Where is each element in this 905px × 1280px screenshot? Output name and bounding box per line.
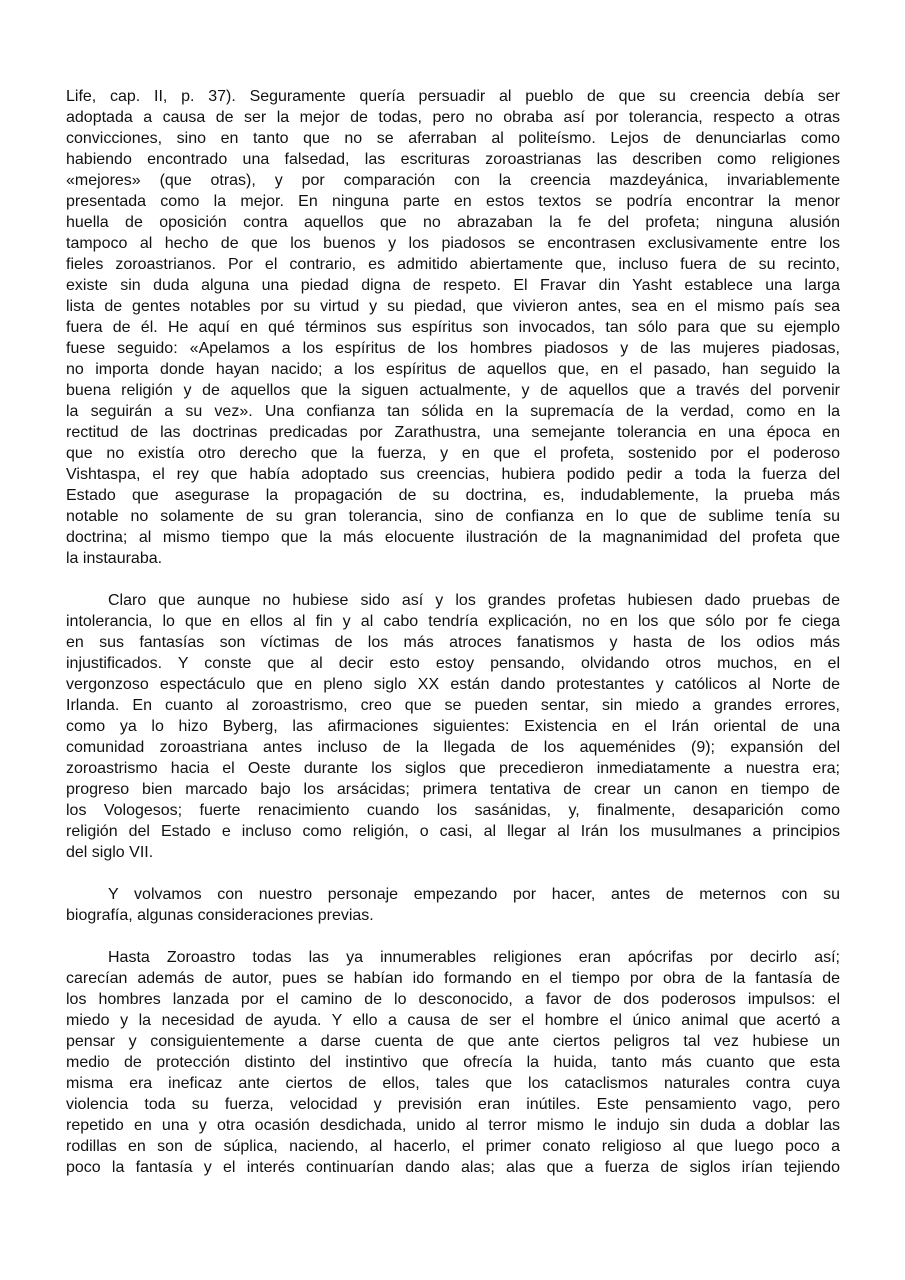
paragraph: [66, 947, 840, 1178]
text-line: en sus fantasías son víctimas de los más atroces fanatismos y hasta de los odios más: [66, 634, 840, 651]
paragraph: [66, 590, 840, 863]
text-line: Vishtaspa, el rey que había adoptado sus creencias, hubiera podido pedir a toda la fuerza del: [66, 466, 840, 483]
text-line: intolerancia, lo que en ellos al fin y al cabo tendría explicación, no en los que sólo por fe ciega: [66, 613, 840, 630]
paragraph: [66, 884, 840, 926]
document-page: [66, 86, 840, 1199]
text-line: miedo y la necesidad de ayuda. Y ello a causa de ser el hombre el único animal que acertó a: [66, 1012, 840, 1029]
text-line: notable no solamente de su gran tolerancia, sino de confianza en lo que de sublime tenía su: [66, 508, 840, 525]
text-line: fuera de él. He aquí en qué términos sus espíritus son invocados, tan sólo para que su ejemplo: [66, 319, 840, 336]
text-line: misma era ineficaz ante ciertos de ellos, tales que los cataclismos naturales contra cuya: [66, 1075, 840, 1092]
text-line: vergonzoso espectáculo que en pleno siglo XX están dando protestantes y católicos al Norte de: [66, 676, 840, 693]
text-line: la instauraba.: [66, 550, 163, 567]
text-line: convicciones, sino en tanto que no se aferraban al politeísmo. Lejos de denunciarlas como: [66, 130, 840, 147]
text-line: presentada como la mejor. En ninguna parte en estos textos se podría encontrar la menor: [66, 193, 840, 210]
text-line: rectitud de las doctrinas predicadas por Zarathustra, una semejante tolerancia en una época en: [66, 424, 840, 441]
text-line: carecían además de autor, pues se habían ido formando en el tiempo por obra de la fantasía de: [66, 970, 840, 987]
text-line: huella de oposición contra aquellos que no abrazaban la fe del profeta; ninguna alusión: [66, 214, 840, 231]
text-line: adoptada a causa de ser la mejor de todas, pero no obraba así por tolerancia, respecto a otras: [66, 109, 840, 126]
text-line: progreso bien marcado bajo los arsácidas; primera tentativa de crear un canon en tiempo de: [66, 781, 840, 798]
text-line: los hombres lanzada por el camino de lo desconocido, a favor de dos poderosos impulsos: el: [66, 991, 840, 1008]
text-line: religión del Estado e incluso como religión, o casi, al llegar al Irán los musulmanes a principios: [66, 823, 840, 840]
text-line: del siglo VII.: [66, 844, 154, 861]
text-line: habiendo encontrado una falsedad, las escrituras zoroastrianas las describen como religiones: [66, 151, 840, 168]
text-line: la seguirán a su vez». Una confianza tan sólida en la supremacía de la verdad, como en la: [66, 403, 840, 420]
text-line: lista de gentes notables por su virtud y su piedad, que vivieron antes, sea en el mismo país sea: [66, 298, 840, 315]
text-line: violencia toda su fuerza, velocidad y previsión eran inútiles. Este pensamiento vago, pero: [66, 1096, 840, 1113]
text-line: fieles zoroastrianos. Por el contrario, es admitido abiertamente que, incluso fuera de su recinto,: [66, 256, 840, 273]
text-line: comunidad zoroastriana antes incluso de la llegada de los aqueménides (9); expansión del: [66, 739, 840, 756]
text-line: existe sin duda alguna una piedad digna de respeto. El Fravar din Yasht establece una larga: [66, 277, 840, 294]
text-line: Life, cap. II, p. 37). Seguramente quería persuadir al pueblo de que su creencia debía ser: [66, 88, 840, 105]
text-line: injustificados. Y conste que al decir esto estoy pensando, olvidando otros muchos, en el: [66, 655, 840, 672]
text-line: biografía, algunas consideraciones previas.: [66, 907, 374, 924]
text-line: fuese seguido: «Apelamos a los espíritus de los hombres piadosos y de las mujeres piadosas,: [66, 340, 840, 357]
text-line: zoroastrismo hacia el Oeste durante los siglos que precedieron inmediatamente a nuestra era;: [66, 760, 840, 777]
text-line: no importa donde hayan nacido; a los espíritus de aquellos que, en el pasado, han seguido la: [66, 361, 840, 378]
text-line: Y volvamos con nuestro personaje empezando por hacer, antes de meternos con su: [108, 886, 840, 903]
text-line: pensar y consiguientemente a darse cuenta de que ante ciertos peligros tal vez hubiese un: [66, 1033, 840, 1050]
text-line: «mejores» (que otras), y por comparación con la creencia mazdeyánica, invariablemente: [66, 172, 840, 189]
text-line: poco la fantasía y el interés continuarían dando alas; alas que a fuerza de siglos irían tejiendo: [66, 1159, 840, 1176]
text-line: medio de protección distinto del instintivo que ofrecía la huida, tanto más cuanto que esta: [66, 1054, 840, 1071]
text-line: los Vologesos; fuerte renacimiento cuando los sasánidas, y, finalmente, desaparición como: [66, 802, 840, 819]
text-line: Estado que asegurase la propagación de su doctrina, es, indudablemente, la prueba más: [66, 487, 840, 504]
text-line: que no existía otro derecho que la fuerza, y en que el profeta, sostenido por el poderoso: [66, 445, 840, 462]
text-line: rodillas en son de súplica, naciendo, al hacerlo, el primer conato religioso al que luego poco a: [66, 1138, 840, 1155]
text-line: Hasta Zoroastro todas las ya innumerables religiones eran apócrifas por decirlo así;: [108, 949, 840, 966]
text-line: Irlanda. En cuanto al zoroastrismo, creo que se pueden sentar, sin miedo a grandes errores,: [66, 697, 840, 714]
text-line: repetido en una y otra ocasión desdichada, unido al terror mismo le indujo sin duda a doblar las: [66, 1117, 840, 1134]
text-line: tampoco al hecho de que los buenos y los piadosos se encontrasen exclusivamente entre los: [66, 235, 840, 252]
text-line: doctrina; al mismo tiempo que la más elocuente ilustración de la magnanimidad del profeta que: [66, 529, 840, 546]
text-line: Claro que aunque no hubiese sido así y los grandes profetas hubiesen dado pruebas de: [108, 592, 840, 609]
text-line: como ya lo hizo Byberg, las afirmaciones siguientes: Existencia en el Irán oriental de una: [66, 718, 840, 735]
text-line: buena religión y de aquellos que la siguen actualmente, y de aquellos que a través del porvenir: [66, 382, 840, 399]
paragraph: [66, 86, 840, 569]
